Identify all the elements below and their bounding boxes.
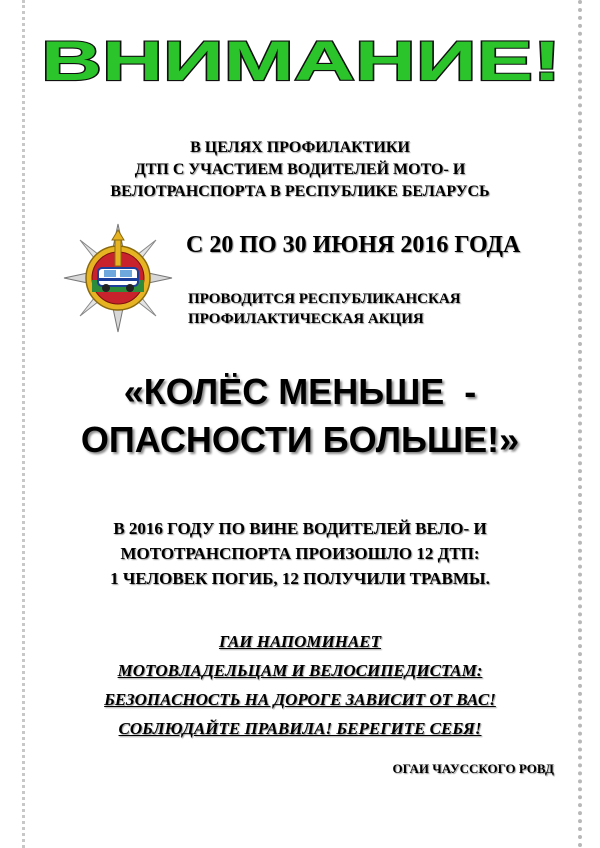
reminder-line: СОБЛЮДАЙТЕ ПРАВИЛА! БЕРЕГИТЕ СЕБЯ! (118, 719, 482, 738)
reminder-line: БЕЗОПАСНОСТЬ НА ДОРОГЕ ЗАВИСИТ ОТ ВАС! (104, 690, 496, 709)
intro-line: ДТП С УЧАСТИЕМ ВОДИТЕЛЕЙ МОТО- И (134, 161, 466, 178)
statistics-line: 1 ЧЕЛОВЕК ПОГИБ, 12 ПОЛУЧИЛИ ТРАВМЫ. (110, 569, 490, 588)
safety-reminder (40, 627, 560, 743)
headline-svg (36, 30, 566, 88)
headline-attention (36, 30, 566, 88)
headline-text: ВНИМАНИЕ! (41, 30, 561, 88)
campaign-slogan (40, 368, 560, 464)
intro-line: В ЦЕЛЯХ ПРОФИЛАКТИКИ (190, 139, 410, 156)
campaign-dates: С 20 ПО 30 ИЮНЯ 2016 ГОДА (186, 232, 521, 258)
page-border-left (22, 0, 25, 848)
statistics-line: В 2016 ГОДУ ПО ВИНЕ ВОДИТЕЛЕЙ ВЕЛО- И (113, 519, 487, 538)
accident-statistics (40, 516, 560, 591)
signature: ОГАИ ЧАУССКОГО РОВД (392, 761, 554, 776)
slogan-line: «КОЛЁС МЕНЬШЕ - (123, 371, 477, 412)
campaign-announcement (188, 289, 568, 329)
reminder-line: МОТОВЛАДЕЛЬЦАМ И ВЕЛОСИПЕДИСТАМ: (117, 661, 483, 680)
page-border-right (578, 0, 582, 848)
statistics-line: МОТОТРАНСПОРТА ПРОИЗОШЛО 12 ДТП: (120, 544, 480, 563)
announcement-line: ПРОВОДИТСЯ РЕСПУБЛИКАНСКАЯ (188, 291, 461, 307)
announcement-line: ПРОФИЛАКТИЧЕСКАЯ АКЦИЯ (188, 311, 424, 327)
slogan-line: ОПАСНОСТИ БОЛЬШЕ!» (80, 419, 520, 460)
intro-text (60, 137, 540, 203)
reminder-line: ГАИ НАПОМИНАЕТ (218, 632, 382, 651)
traffic-police-emblem-icon (62, 222, 174, 334)
intro-line: ВЕЛОТРАНСПОРТА В РЕСПУБЛИКЕ БЕЛАРУСЬ (110, 183, 490, 200)
